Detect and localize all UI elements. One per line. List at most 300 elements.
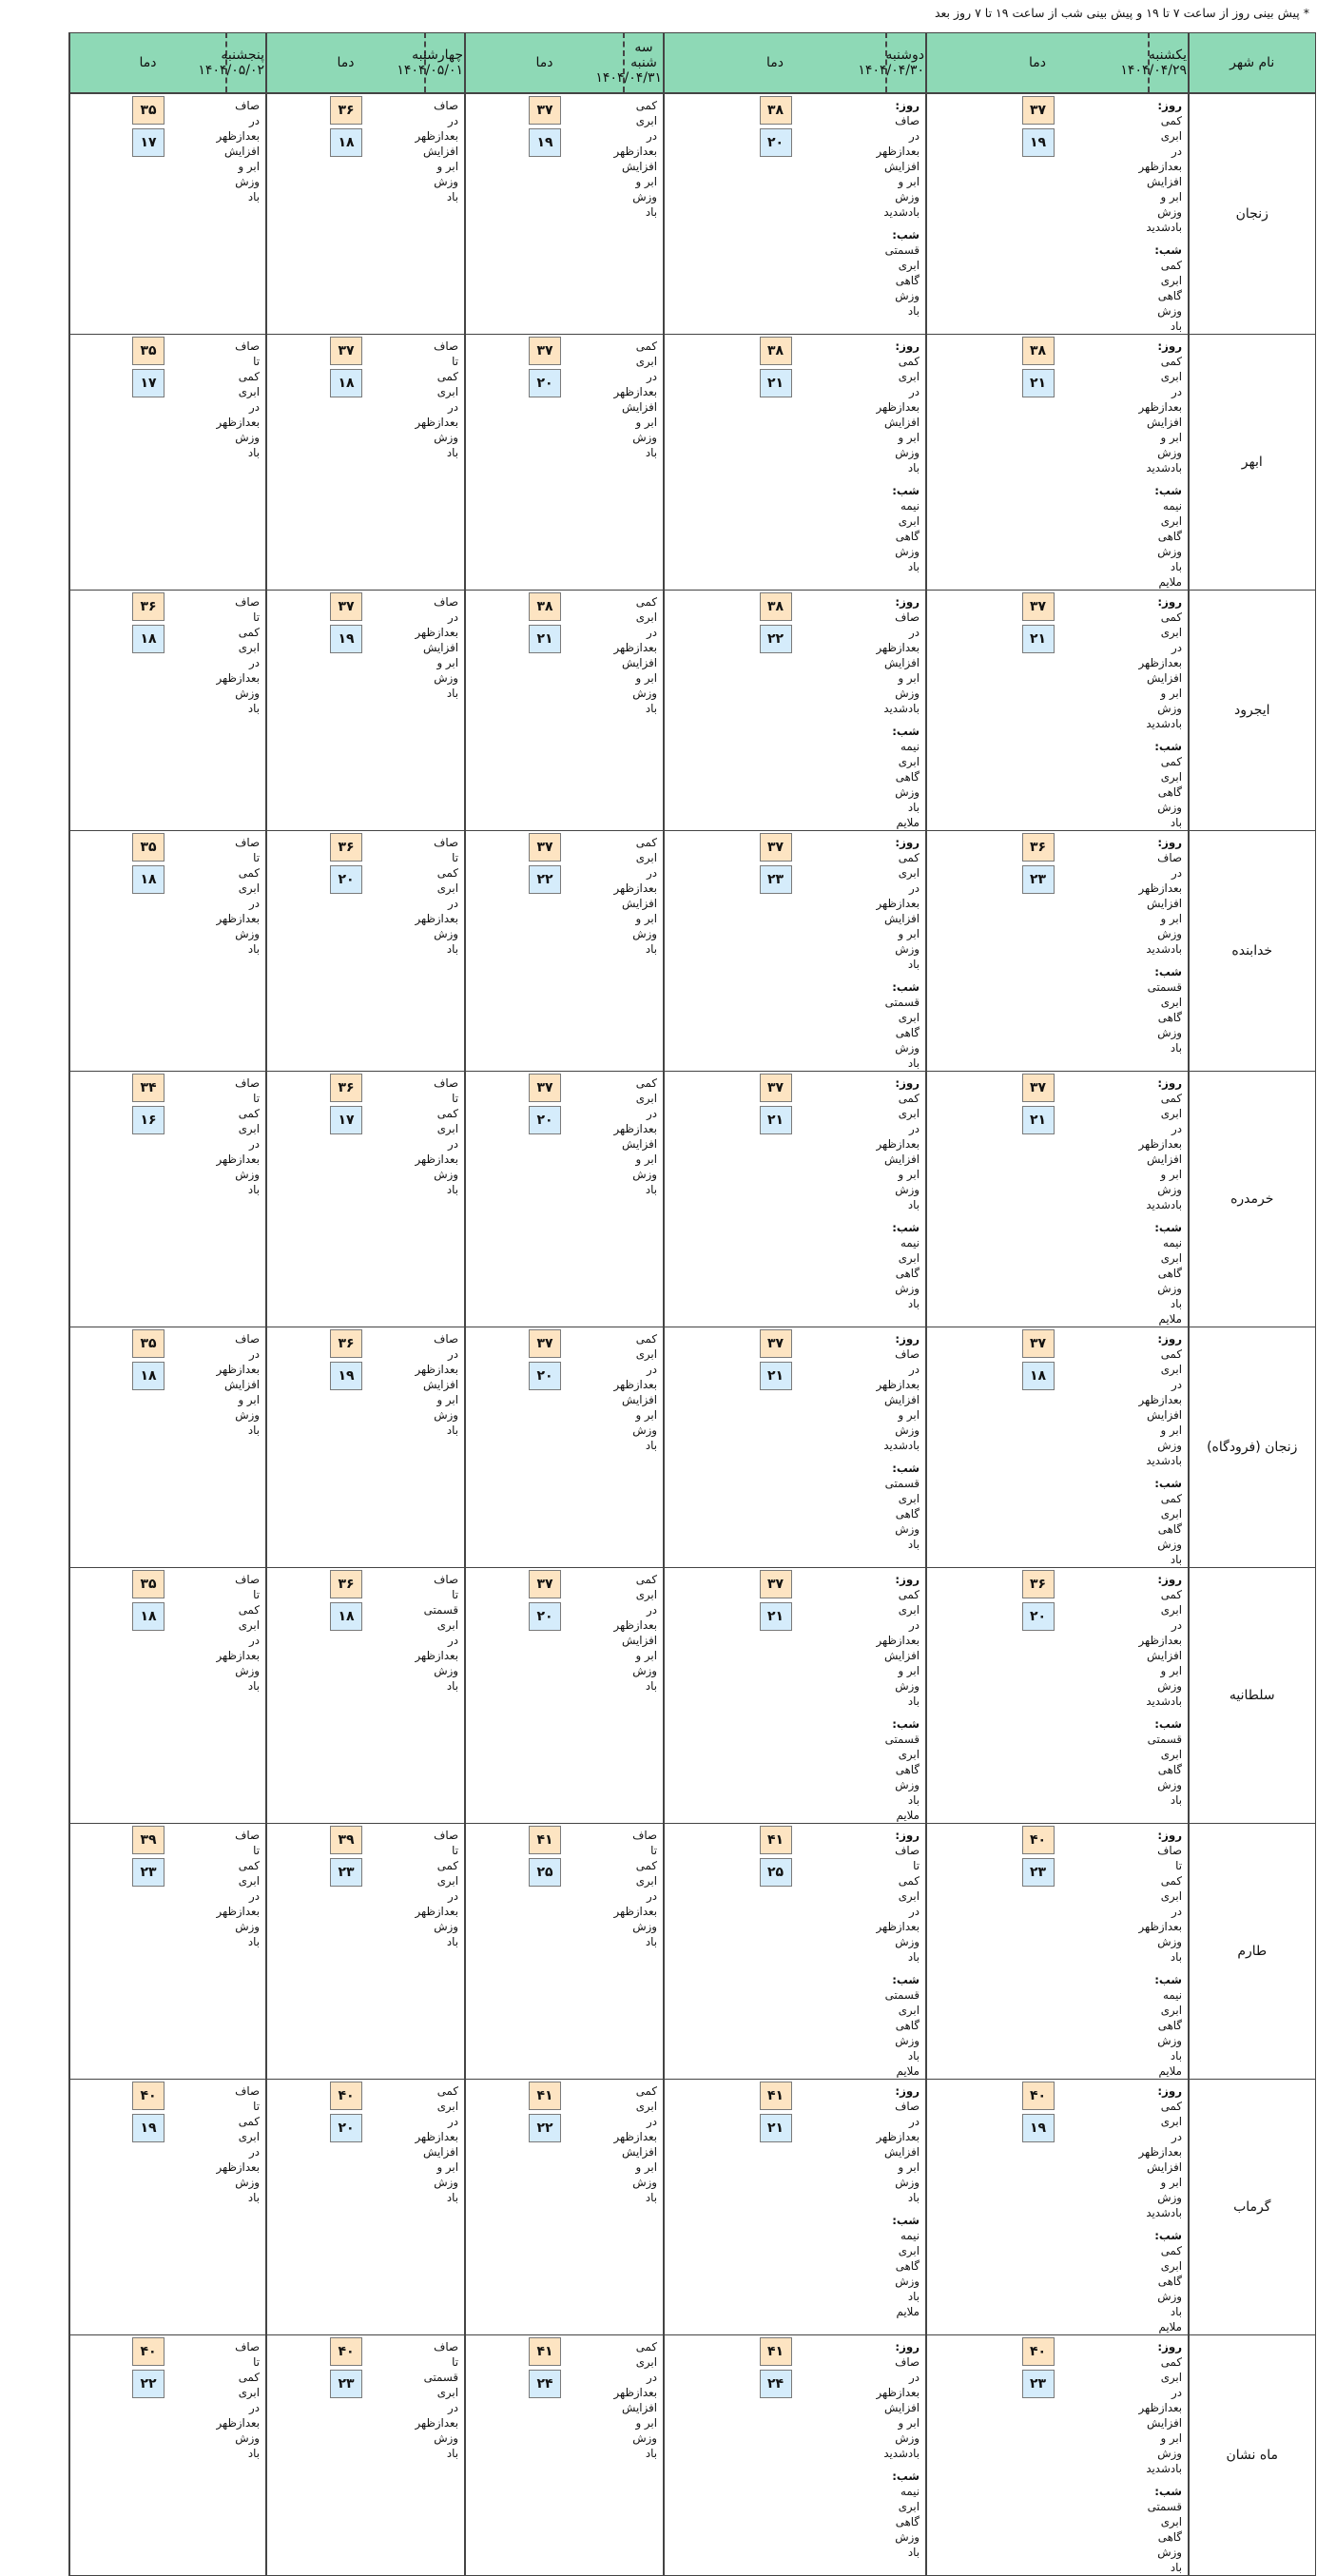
min-temperature: ۱۷ (132, 128, 165, 157)
forecast-description (216, 1327, 266, 1568)
day-forecast (1138, 1075, 1182, 1212)
day-forecast (1138, 98, 1182, 235)
night-forecast-text: نیمه ابری گاهی وزش باد ملایم (1157, 1236, 1182, 1326)
min-temperature: ۲۱ (760, 1602, 792, 1631)
max-temperature: ۳۶ (330, 1570, 362, 1598)
day-forecast (1138, 1572, 1182, 1709)
temperature-cell (926, 2080, 1149, 2335)
day-forecast-text: کمی ابری در بعدازظهر افزایش ابر و وزش بادشدید (1138, 610, 1182, 730)
night-forecast (1154, 1476, 1182, 1567)
min-temperature: ۲۱ (1022, 625, 1055, 653)
night-label: شب: (1154, 740, 1182, 753)
max-temperature: ۳۷ (1022, 1074, 1055, 1102)
forecast-description (415, 831, 465, 1072)
day-label: روز: (895, 2340, 920, 2353)
temperature-cell (266, 1327, 425, 1568)
max-temperature: ۳۷ (760, 833, 792, 862)
max-temperature: ۴۰ (330, 2082, 362, 2110)
night-forecast (1154, 1972, 1182, 2079)
max-temperature: ۳۷ (529, 337, 561, 365)
night-label: شب: (1154, 243, 1182, 257)
day-forecast (876, 594, 920, 716)
min-temperature: ۱۹ (330, 1362, 362, 1390)
max-temperature: ۳۶ (1022, 1570, 1055, 1598)
day-forecast-text: کمی ابری در بعدازظهر افزایش ابر و وزش باد (876, 1092, 920, 1211)
min-temperature: ۲۲ (132, 2370, 165, 2398)
table-row (69, 831, 1315, 1072)
forecast-description (216, 93, 266, 335)
day-forecast-text: صاف در بعدازظهر افزایش ابر و وزش باد (876, 2100, 920, 2204)
min-temperature: ۲۳ (1022, 2370, 1055, 2398)
temperature-cell (926, 93, 1149, 335)
min-temperature: ۱۸ (330, 369, 362, 397)
night-forecast (1154, 1220, 1182, 1327)
day-label: روز: (895, 1076, 920, 1090)
day-forecast (876, 1075, 920, 1212)
temperature-cell (926, 591, 1149, 831)
table-row (69, 335, 1315, 591)
forecast-description (1138, 93, 1189, 335)
day-forecast (876, 835, 920, 972)
day-forecast-text: صاف تا کمی ابری در بعدازظهر وزش باد (876, 1844, 920, 1964)
max-temperature: ۳۶ (330, 96, 362, 125)
night-forecast (892, 2213, 920, 2319)
temperature-cell (69, 2080, 226, 2335)
day-forecast-text: کمی ابری در بعدازظهر افزایش ابر و وزش بادشدید (1138, 1092, 1182, 1211)
temperature-cell (465, 1072, 624, 1327)
night-forecast (892, 2469, 920, 2560)
max-temperature: ۴۰ (1022, 2082, 1055, 2110)
min-temperature: ۲۱ (760, 2114, 792, 2142)
night-forecast-text: قسمتی ابری گاهی وزش باد (1147, 1733, 1182, 1807)
night-forecast-text: قسمتی ابری گاهی وزش باد ملایم (884, 1988, 920, 2078)
temperature-cell (266, 2080, 425, 2335)
max-temperature: ۳۶ (330, 833, 362, 862)
forecast-text: کمی ابری در بعدازظهر افزایش ابر و وزش باد (613, 99, 657, 219)
night-label: شب: (1154, 965, 1182, 978)
min-temperature: ۲۰ (330, 2114, 362, 2142)
day-label: روز: (895, 1332, 920, 1346)
max-temperature: ۴۰ (1022, 2337, 1055, 2366)
forecast-text: صاف در بعدازظهر افزایش ابر و وزش باد (415, 1332, 458, 1437)
temperature-cell (664, 591, 886, 831)
night-label: شب: (892, 1221, 920, 1234)
max-temperature: ۳۸ (760, 592, 792, 621)
min-temperature: ۲۰ (529, 369, 561, 397)
temperature-cell (266, 1072, 425, 1327)
temperature-cell (664, 2335, 886, 2576)
forecast-text: صاف تا کمی ابری در بعدازظهر وزش باد (216, 2340, 260, 2460)
day-label: روز: (895, 595, 920, 609)
temperature-cell (465, 1327, 624, 1568)
header-temp-1: دما (926, 33, 1149, 94)
min-temperature: ۲۳ (330, 1858, 362, 1887)
night-forecast-text: نیمه ابری گاهی وزش باد ملایم (1157, 1988, 1182, 2078)
day-forecast (1138, 2339, 1182, 2476)
temperature-cell (926, 1072, 1149, 1327)
max-temperature: ۳۷ (760, 1074, 792, 1102)
temperature-cell (664, 2080, 886, 2335)
min-temperature: ۲۲ (760, 625, 792, 653)
night-forecast (1154, 242, 1182, 334)
night-label: شب: (892, 484, 920, 497)
footnote: * پیش بینی روز از ساعت ۷ تا ۱۹ و پیش بینی شب از ساعت ۱۹ تا ۷ روز بعد (934, 6, 1309, 20)
temperature-cell (664, 1327, 886, 1568)
temperature-cell (69, 591, 226, 831)
max-temperature: ۳۶ (132, 592, 165, 621)
night-forecast (884, 1461, 920, 1552)
forecast-text: صاف تا کمی ابری در بعدازظهر وزش باد (216, 1076, 260, 1196)
night-forecast (892, 483, 920, 574)
forecast-text: صاف تا قسمتی ابری در بعدازظهر وزش باد (415, 1573, 458, 1693)
night-forecast (884, 227, 920, 319)
night-forecast-text: قسمتی ابری گاهی وزش باد (1147, 980, 1182, 1055)
table-body (69, 93, 1315, 2576)
forecast-text: صاف تا کمی ابری در بعدازظهر وزش باد (216, 2084, 260, 2204)
forecast-description (216, 1824, 266, 2080)
header-day-5: پنجشنبه ۱۴۰۴/۰۵/۰۲ (226, 33, 266, 94)
night-forecast-text: نیمه ابری گاهی وزش باد (895, 499, 920, 573)
forecast-text: صاف تا کمی ابری در بعدازظهر وزش باد (216, 339, 260, 459)
table-row (69, 93, 1315, 335)
min-temperature: ۱۸ (330, 128, 362, 157)
temperature-cell (465, 591, 624, 831)
night-forecast-text: کمی ابری گاهی وزش باد (1157, 259, 1182, 333)
max-temperature: ۳۷ (330, 592, 362, 621)
table-row (69, 591, 1315, 831)
forecast-text: صاف تا کمی ابری در بعدازظهر وزش باد (216, 836, 260, 956)
forecast-description (216, 831, 266, 1072)
temperature-cell (664, 831, 886, 1072)
max-temperature: ۳۷ (529, 1329, 561, 1358)
day-label: روز: (1157, 1573, 1182, 1586)
max-temperature: ۳۸ (760, 337, 792, 365)
city-name: ماه نشان (1189, 2335, 1315, 2576)
day-label: روز: (1157, 836, 1182, 849)
forecast-description (876, 1327, 926, 1568)
temperature-cell (664, 1072, 886, 1327)
night-forecast-text: قسمتی ابری گاهی وزش باد (884, 243, 920, 318)
temperature-cell (266, 93, 425, 335)
forecast-description (216, 335, 266, 591)
night-label: شب: (1154, 1477, 1182, 1490)
min-temperature: ۲۱ (1022, 1106, 1055, 1134)
forecast-description (613, 1072, 664, 1327)
forecast-description (1138, 2080, 1189, 2335)
temperature-cell (465, 2335, 624, 2576)
forecast-description (876, 1568, 926, 1824)
temperature-cell (926, 1824, 1149, 2080)
temperature-cell (69, 831, 226, 1072)
max-temperature: ۳۸ (1022, 337, 1055, 365)
forecast-description (613, 2080, 664, 2335)
header-day-1: یکشنبه ۱۴۰۴/۰۴/۲۹ (1149, 33, 1189, 94)
night-label: شب: (892, 1462, 920, 1475)
header-day-3: سه شنبه ۱۴۰۴/۰۴/۳۱ (624, 33, 664, 94)
temperature-cell (266, 335, 425, 591)
min-temperature: ۲۰ (760, 128, 792, 157)
header-temp-4: دما (266, 33, 425, 94)
temperature-cell (465, 1824, 624, 2080)
day-forecast (876, 1331, 920, 1453)
forecast-description (415, 2335, 465, 2576)
min-temperature: ۲۳ (760, 865, 792, 894)
forecast-description (1138, 335, 1189, 591)
forecast-description (415, 1072, 465, 1327)
temperature-cell (69, 1072, 226, 1327)
temperature-cell (69, 1824, 226, 2080)
forecast-text: صاف در بعدازظهر افزایش ابر و وزش باد (216, 99, 260, 203)
min-temperature: ۲۲ (529, 2114, 561, 2142)
day-label: روز: (1157, 339, 1182, 353)
day-forecast (876, 2339, 920, 2461)
forecast-text: کمی ابری در بعدازظهر افزایش ابر و وزش باد (613, 595, 657, 715)
forecast-description (876, 2335, 926, 2576)
day-label: روز: (895, 339, 920, 353)
forecast-text: صاف تا کمی ابری در بعدازظهر وزش باد (415, 836, 458, 956)
temperature-cell (266, 1568, 425, 1824)
forecast-description (876, 93, 926, 335)
night-forecast-text: قسمتی ابری گاهی وزش باد (884, 1477, 920, 1551)
forecast-description (415, 1327, 465, 1568)
day-forecast (1138, 339, 1182, 475)
temperature-cell (926, 831, 1149, 1072)
max-temperature: ۳۷ (1022, 1329, 1055, 1358)
night-forecast (892, 1220, 920, 1311)
forecast-text: صاف تا کمی ابری در بعدازظهر وزش باد (415, 339, 458, 459)
night-label: شب: (1154, 2229, 1182, 2242)
night-forecast-text: کمی ابری گاهی وزش باد (1157, 755, 1182, 829)
city-name: ایجرود (1189, 591, 1315, 831)
temperature-cell (465, 2080, 624, 2335)
min-temperature: ۱۸ (132, 1602, 165, 1631)
day-forecast-text: کمی ابری در بعدازظهر افزایش ابر و وزش بادشدید (1138, 2100, 1182, 2219)
min-temperature: ۲۱ (760, 369, 792, 397)
forecast-description (216, 1072, 266, 1327)
min-temperature: ۱۷ (132, 369, 165, 397)
forecast-description (415, 335, 465, 591)
forecast-description (216, 2080, 266, 2335)
forecast-text: صاف در بعدازظهر افزایش ابر و وزش باد (415, 595, 458, 700)
day-forecast-text: صاف در بعدازظهر افزایش ابر و وزش بادشدید (876, 1347, 920, 1452)
min-temperature: ۲۲ (529, 865, 561, 894)
forecast-table (68, 32, 1316, 2576)
min-temperature: ۱۹ (132, 2114, 165, 2142)
max-temperature: ۴۱ (529, 1826, 561, 1854)
forecast-description (216, 591, 266, 831)
header-temp-5: دما (69, 33, 226, 94)
forecast-description (613, 93, 664, 335)
max-temperature: ۳۷ (529, 833, 561, 862)
day-forecast (876, 339, 920, 475)
temperature-cell (664, 335, 886, 591)
forecast-text: صاف تا قسمتی ابری در بعدازظهر وزش باد (415, 2340, 458, 2460)
max-temperature: ۳۵ (132, 1570, 165, 1598)
day-label: روز: (1157, 1332, 1182, 1346)
table-row (69, 1824, 1315, 2080)
day-forecast (876, 1572, 920, 1709)
min-temperature: ۲۰ (1022, 1602, 1055, 1631)
min-temperature: ۱۸ (330, 1602, 362, 1631)
min-temperature: ۱۹ (1022, 2114, 1055, 2142)
temperature-cell (266, 831, 425, 1072)
day-forecast-text: صاف در بعدازظهر افزایش ابر و وزش بادشدید (876, 114, 920, 219)
temperature-cell (926, 335, 1149, 591)
max-temperature: ۳۵ (132, 337, 165, 365)
day-forecast-text: صاف در بعدازظهر افزایش ابر و وزش بادشدید (876, 2355, 920, 2460)
day-label: روز: (1157, 1076, 1182, 1090)
forecast-description (415, 1568, 465, 1824)
forecast-description (1138, 1568, 1189, 1824)
night-forecast (1154, 2228, 1182, 2334)
night-forecast (884, 979, 920, 1071)
day-forecast-text: کمی ابری در بعدازظهر افزایش ابر و وزش بادشدید (1138, 2355, 1182, 2475)
forecast-text: کمی ابری در بعدازظهر افزایش ابر و وزش باد (613, 1332, 657, 1452)
temperature-cell (664, 1824, 886, 2080)
day-forecast (1138, 594, 1182, 731)
forecast-description (415, 2080, 465, 2335)
header-row (69, 33, 1315, 94)
header-day-2: دوشنبه ۱۴۰۴/۰۴/۳۰ (886, 33, 926, 94)
max-temperature: ۳۷ (529, 1570, 561, 1598)
night-forecast-text: کمی ابری گاهی وزش باد (1157, 1492, 1182, 1566)
forecast-text: کمی ابری در بعدازظهر افزایش ابر و وزش باد (613, 836, 657, 956)
forecast-description (613, 591, 664, 831)
max-temperature: ۴۱ (529, 2082, 561, 2110)
night-forecast (1154, 739, 1182, 830)
min-temperature: ۱۶ (132, 1106, 165, 1134)
temperature-cell (926, 2335, 1149, 2576)
max-temperature: ۴۱ (529, 2337, 561, 2366)
day-label: روز: (1157, 2340, 1182, 2353)
min-temperature: ۱۸ (132, 625, 165, 653)
night-forecast-text: قسمتی ابری گاهی وزش باد (884, 996, 920, 1070)
night-forecast-text: قسمتی ابری گاهی وزش باد ملایم (884, 1733, 920, 1822)
forecast-text: صاف تا کمی ابری در بعدازظهر وزش باد (216, 595, 260, 715)
forecast-text: صاف تا کمی ابری در بعدازظهر وزش باد (613, 1829, 657, 1948)
max-temperature: ۳۶ (330, 1074, 362, 1102)
day-forecast (876, 1828, 920, 1965)
max-temperature: ۳۹ (132, 1826, 165, 1854)
night-forecast-text: نیمه ابری گاهی وزش باد ملایم (895, 740, 920, 829)
night-label: شب: (892, 2469, 920, 2483)
day-label: روز: (895, 836, 920, 849)
forecast-description (613, 1824, 664, 2080)
forecast-description (613, 1568, 664, 1824)
min-temperature: ۲۰ (529, 1106, 561, 1134)
day-forecast-text: کمی ابری در بعدازظهر افزایش ابر و وزش بادشدید (1138, 1588, 1182, 1708)
forecast-description (876, 335, 926, 591)
forecast-description (415, 93, 465, 335)
night-label: شب: (1154, 1973, 1182, 1986)
day-label: روز: (1157, 2084, 1182, 2098)
forecast-description (1138, 591, 1189, 831)
max-temperature: ۳۸ (529, 592, 561, 621)
max-temperature: ۳۹ (330, 1826, 362, 1854)
night-forecast-text: نیمه ابری گاهی وزش باد (895, 1236, 920, 1310)
night-label: شب: (1154, 1221, 1182, 1234)
min-temperature: ۲۱ (760, 1362, 792, 1390)
day-forecast (1138, 2083, 1182, 2220)
night-label: شب: (892, 980, 920, 994)
night-label: شب: (1154, 1717, 1182, 1731)
forecast-description (613, 831, 664, 1072)
forecast-text: کمی ابری در بعدازظهر افزایش ابر و وزش باد (613, 1573, 657, 1693)
day-forecast-text: کمی ابری در بعدازظهر افزایش ابر و وزش بادشدید (1138, 1347, 1182, 1467)
night-forecast-text: نیمه ابری گاهی وزش باد (895, 2485, 920, 2559)
day-label: روز: (895, 1829, 920, 1842)
min-temperature: ۲۱ (760, 1106, 792, 1134)
day-forecast-text: صاف در بعدازظهر افزایش ابر و وزش بادشدید (876, 610, 920, 715)
forecast-description (613, 2335, 664, 2576)
max-temperature: ۳۷ (529, 96, 561, 125)
night-label: شب: (892, 725, 920, 738)
night-forecast (884, 1716, 920, 1823)
city-name: زنجان (فرودگاه) (1189, 1327, 1315, 1568)
max-temperature: ۳۷ (529, 1074, 561, 1102)
max-temperature: ۳۸ (760, 96, 792, 125)
day-label: روز: (1157, 99, 1182, 112)
max-temperature: ۳۷ (1022, 96, 1055, 125)
night-forecast-text: کمی ابری گاهی وزش باد ملایم (1157, 2244, 1182, 2334)
night-forecast-text: نیمه ابری گاهی وزش باد ملایم (895, 2229, 920, 2318)
temperature-cell (69, 1568, 226, 1824)
max-temperature: ۳۷ (330, 337, 362, 365)
city-name: خرمدره (1189, 1072, 1315, 1327)
temperature-cell (465, 335, 624, 591)
min-temperature: ۲۴ (529, 2370, 561, 2398)
forecast-description (415, 1824, 465, 2080)
forecast-text: کمی ابری در بعدازظهر افزایش ابر و وزش باد (613, 339, 657, 459)
forecast-text: صاف در بعدازظهر افزایش ابر و وزش باد (216, 1332, 260, 1437)
night-forecast (1147, 964, 1182, 1056)
night-forecast (1147, 1716, 1182, 1808)
forecast-text: کمی ابری در بعدازظهر افزایش ابر و وزش باد (613, 2340, 657, 2460)
temperature-cell (465, 93, 624, 335)
forecast-description (216, 2335, 266, 2576)
day-forecast (1138, 1828, 1182, 1965)
min-temperature: ۱۷ (330, 1106, 362, 1134)
forecast-description (613, 335, 664, 591)
temperature-cell (69, 93, 226, 335)
night-label: شب: (892, 1717, 920, 1731)
max-temperature: ۴۱ (760, 2337, 792, 2366)
forecast-text: صاف تا کمی ابری در بعدازظهر وزش باد (415, 1829, 458, 1948)
night-forecast (884, 1972, 920, 2079)
temperature-cell (926, 1568, 1149, 1824)
min-temperature: ۱۹ (1022, 128, 1055, 157)
forecast-description (876, 1824, 926, 2080)
forecast-description (1138, 2335, 1189, 2576)
forecast-text: صاف در بعدازظهر افزایش ابر و وزش باد (415, 99, 458, 203)
night-forecast-text: نیمه ابری گاهی وزش باد ملایم (1157, 499, 1182, 589)
table-row (69, 1327, 1315, 1568)
max-temperature: ۳۷ (760, 1329, 792, 1358)
min-temperature: ۲۱ (1022, 369, 1055, 397)
table-row (69, 1072, 1315, 1327)
table-row (69, 1568, 1315, 1824)
table-row (69, 2080, 1315, 2335)
city-name: ابهر (1189, 335, 1315, 591)
min-temperature: ۱۸ (1022, 1362, 1055, 1390)
min-temperature: ۱۹ (330, 625, 362, 653)
max-temperature: ۴۱ (760, 1826, 792, 1854)
forecast-description (1138, 1824, 1189, 2080)
temperature-cell (69, 335, 226, 591)
day-forecast (1138, 835, 1182, 957)
forecast-description (1138, 831, 1189, 1072)
min-temperature: ۲۳ (1022, 1858, 1055, 1887)
